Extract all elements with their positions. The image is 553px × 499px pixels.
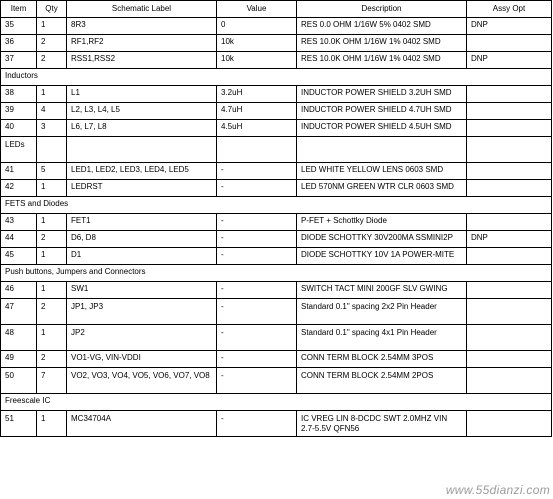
section-row <box>1 394 552 411</box>
cell-assy-opt <box>467 103 552 120</box>
header-qty: Qty <box>37 1 67 18</box>
cell-value: - <box>217 299 297 325</box>
cell-description: RES 0.0 OHM 1/16W 5% 0402 SMD <box>297 18 467 35</box>
cell-label: L6, L7, L8 <box>67 120 217 137</box>
cell-assy-opt <box>467 351 552 368</box>
cell-description: Standard 0.1" spacing 4x1 Pin Header <box>297 325 467 351</box>
cell-qty: 3 <box>37 120 67 137</box>
table-row <box>1 299 552 325</box>
cell-value: - <box>217 325 297 351</box>
cell-value: - <box>217 411 297 437</box>
empty-cell <box>67 137 217 163</box>
cell-qty: 2 <box>37 299 67 325</box>
table-row <box>1 325 552 351</box>
table-row <box>1 86 552 103</box>
cell-qty: 1 <box>37 411 67 437</box>
header-row <box>1 1 552 18</box>
cell-description: P-FET + Schottky Diode <box>297 214 467 231</box>
cell-item: 45 <box>1 248 37 265</box>
empty-cell <box>217 137 297 163</box>
empty-cell <box>297 137 467 163</box>
table-row <box>1 282 552 299</box>
table-row <box>1 214 552 231</box>
cell-description: RES 10.0K OHM 1/16W 1% 0402 SMD <box>297 35 467 52</box>
cell-label: JP1, JP3 <box>67 299 217 325</box>
cell-item: 35 <box>1 18 37 35</box>
cell-item: 39 <box>1 103 37 120</box>
cell-qty: 7 <box>37 368 67 394</box>
cell-label: VO2, VO3, VO4, VO5, VO6, VO7, VO8 <box>67 368 217 394</box>
cell-value: - <box>217 351 297 368</box>
cell-label: LEDRST <box>67 180 217 197</box>
table-row <box>1 120 552 137</box>
table-row <box>1 248 552 265</box>
cell-item: 37 <box>1 52 37 69</box>
section-row <box>1 265 552 282</box>
cell-description: INDUCTOR POWER SHIELD 4.7UH SMD <box>297 103 467 120</box>
cell-qty: 1 <box>37 18 67 35</box>
cell-label: RSS1,RSS2 <box>67 52 217 69</box>
cell-item: 44 <box>1 231 37 248</box>
cell-assy-opt <box>467 325 552 351</box>
cell-item: 38 <box>1 86 37 103</box>
cell-qty: 1 <box>37 180 67 197</box>
cell-item: 36 <box>1 35 37 52</box>
cell-item: 41 <box>1 163 37 180</box>
table-row <box>1 52 552 69</box>
table-row <box>1 411 552 437</box>
cell-item: 48 <box>1 325 37 351</box>
cell-value: 0 <box>217 18 297 35</box>
empty-cell <box>467 137 552 163</box>
cell-assy-opt <box>467 411 552 437</box>
cell-label: MC34704A <box>67 411 217 437</box>
section-title: LEDs <box>1 137 37 163</box>
cell-description: SWITCH TACT MINI 200GF SLV GWING <box>297 282 467 299</box>
cell-qty: 1 <box>37 325 67 351</box>
cell-value: - <box>217 163 297 180</box>
cell-qty: 2 <box>37 35 67 52</box>
cell-label: L2, L3, L4, L5 <box>67 103 217 120</box>
table-row <box>1 103 552 120</box>
cell-assy-opt: DNP <box>467 18 552 35</box>
cell-description: LED WHITE YELLOW LENS 0603 SMD <box>297 163 467 180</box>
cell-assy-opt <box>467 180 552 197</box>
cell-value: - <box>217 248 297 265</box>
cell-value: - <box>217 231 297 248</box>
cell-item: 43 <box>1 214 37 231</box>
cell-item: 40 <box>1 120 37 137</box>
cell-qty: 1 <box>37 248 67 265</box>
cell-label: 8R3 <box>67 18 217 35</box>
cell-label: SW1 <box>67 282 217 299</box>
watermark: www.55dianzi.com <box>445 483 550 497</box>
cell-qty: 1 <box>37 282 67 299</box>
cell-description: RES 10.0K OHM 1/16W 1% 0402 SMD <box>297 52 467 69</box>
cell-label: L1 <box>67 86 217 103</box>
cell-description: LED 570NM GREEN WTR CLR 0603 SMD <box>297 180 467 197</box>
cell-value: - <box>217 282 297 299</box>
cell-value: - <box>217 180 297 197</box>
cell-assy-opt <box>467 120 552 137</box>
cell-description: INDUCTOR POWER SHIELD 4.5UH SMD <box>297 120 467 137</box>
cell-value: 10k <box>217 52 297 69</box>
header-schematic-label: Schematic Label <box>67 1 217 18</box>
cell-qty: 2 <box>37 52 67 69</box>
cell-label: RF1,RF2 <box>67 35 217 52</box>
header-item: Item <box>1 1 37 18</box>
cell-description: IC VREG LIN 8-DCDC SWT 2.0MHZ VIN 2.7-5.5V QFN56 <box>297 411 467 437</box>
cell-description: Standard 0.1" spacing 2x2 Pin Header <box>297 299 467 325</box>
cell-description: DIODE SCHOTTKY 10V 1A POWER-MITE <box>297 248 467 265</box>
cell-item: 46 <box>1 282 37 299</box>
cell-label: VO1-VG, VIN-VDDI <box>67 351 217 368</box>
empty-cell <box>37 137 67 163</box>
cell-value: 4.5uH <box>217 120 297 137</box>
cell-assy-opt <box>467 299 552 325</box>
cell-assy-opt <box>467 368 552 394</box>
section-title: Freescale IC <box>1 394 552 411</box>
table-row <box>1 368 552 394</box>
cell-value: 10k <box>217 35 297 52</box>
cell-qty: 5 <box>37 163 67 180</box>
cell-item: 49 <box>1 351 37 368</box>
cell-assy-opt <box>467 163 552 180</box>
cell-qty: 1 <box>37 214 67 231</box>
cell-item: 51 <box>1 411 37 437</box>
table-row <box>1 18 552 35</box>
table-row <box>1 180 552 197</box>
table-row <box>1 35 552 52</box>
cell-value: - <box>217 214 297 231</box>
cell-item: 47 <box>1 299 37 325</box>
section-title: Inductors <box>1 69 552 86</box>
cell-assy-opt <box>467 214 552 231</box>
cell-assy-opt <box>467 86 552 103</box>
cell-assy-opt: DNP <box>467 231 552 248</box>
cell-value: 4.7uH <box>217 103 297 120</box>
cell-label: JP2 <box>67 325 217 351</box>
section-row <box>1 69 552 86</box>
cell-qty: 4 <box>37 103 67 120</box>
cell-qty: 2 <box>37 351 67 368</box>
cell-label: LED1, LED2, LED3, LED4, LED5 <box>67 163 217 180</box>
cell-label: D6, D8 <box>67 231 217 248</box>
header-description: Description <box>297 1 467 18</box>
cell-assy-opt <box>467 248 552 265</box>
header-assy-opt: Assy Opt <box>467 1 552 18</box>
cell-description: CONN TERM BLOCK 2.54MM 3POS <box>297 351 467 368</box>
cell-label: FET1 <box>67 214 217 231</box>
cell-assy-opt <box>467 35 552 52</box>
cell-qty: 1 <box>37 86 67 103</box>
header-value: Value <box>217 1 297 18</box>
table-row <box>1 231 552 248</box>
cell-qty: 2 <box>37 231 67 248</box>
cell-value: 3.2uH <box>217 86 297 103</box>
cell-description: DIODE SCHOTTKY 30V200MA SSMINI2P <box>297 231 467 248</box>
section-title: FETS and Diodes <box>1 197 552 214</box>
table-row <box>1 351 552 368</box>
cell-description: CONN TERM BLOCK 2.54MM 2POS <box>297 368 467 394</box>
cell-assy-opt: DNP <box>467 52 552 69</box>
cell-item: 50 <box>1 368 37 394</box>
section-row <box>1 197 552 214</box>
cell-value: - <box>217 368 297 394</box>
cell-label: D1 <box>67 248 217 265</box>
cell-description: INDUCTOR POWER SHIELD 3.2UH SMD <box>297 86 467 103</box>
section-title: Push buttons, Jumpers and Connectors <box>1 265 552 282</box>
cell-item: 42 <box>1 180 37 197</box>
cell-assy-opt <box>467 282 552 299</box>
section-row <box>1 137 552 163</box>
table-row <box>1 163 552 180</box>
